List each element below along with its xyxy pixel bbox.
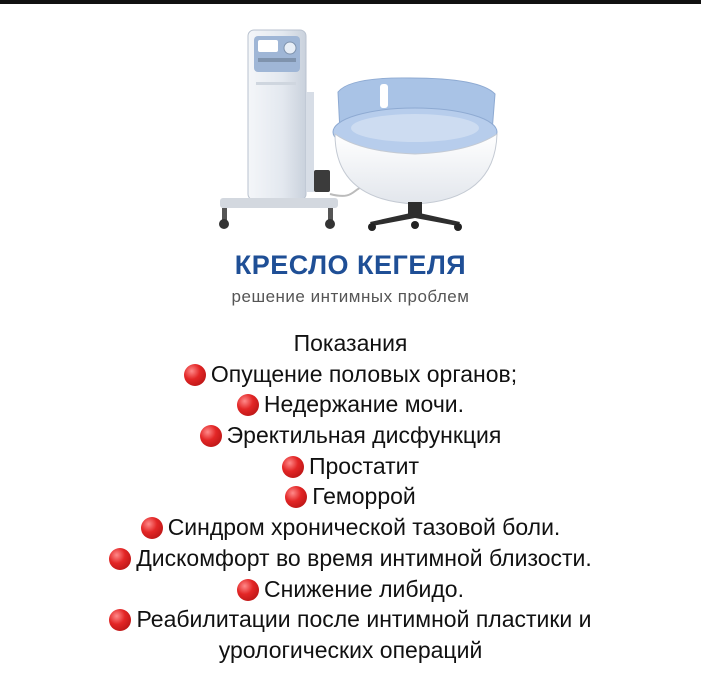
list-item-text: Недержание мочи.	[263, 391, 465, 418]
list-item	[0, 420, 701, 451]
list-item	[0, 451, 701, 482]
list-item	[0, 543, 701, 574]
list-item	[0, 359, 701, 390]
list-item-text: Простатит	[308, 452, 420, 479]
red-circle-icon	[109, 548, 131, 570]
list-item	[0, 574, 701, 605]
list-item	[0, 389, 701, 420]
list-item-text: Опущение половых органов;	[210, 360, 518, 387]
product-subtitle: решение интимных проблем	[231, 287, 470, 306]
list-item-text: Геморрой	[312, 483, 416, 510]
list-item-text: Снижение либидо.	[264, 575, 464, 602]
red-circle-icon	[282, 456, 304, 478]
red-circle-icon	[184, 364, 206, 386]
red-circle-icon	[109, 609, 131, 631]
red-circle-icon	[141, 517, 163, 539]
indications-list	[0, 328, 701, 666]
list-item	[0, 604, 701, 635]
list-item	[0, 481, 701, 512]
red-circle-icon	[237, 579, 259, 601]
indications-heading: Показания	[293, 330, 408, 356]
kegel-chair-device-image	[210, 22, 510, 232]
list-item-text: Реабилитации после интимной пластики и	[136, 606, 592, 633]
red-circle-icon	[200, 425, 222, 447]
list-item-text: Эректильная дисфункция	[226, 422, 502, 449]
list-item	[0, 512, 701, 543]
list-item-continuation: урологических операций	[218, 636, 483, 663]
top-border	[0, 0, 701, 4]
product-title: КРЕСЛО КЕГЕЛЯ	[234, 250, 467, 280]
list-item-text: Дискомфорт во время интимной близости.	[136, 544, 592, 571]
red-circle-icon	[237, 394, 259, 416]
red-circle-icon	[285, 486, 307, 508]
list-item-text: Синдром хронической тазовой боли.	[167, 514, 561, 541]
